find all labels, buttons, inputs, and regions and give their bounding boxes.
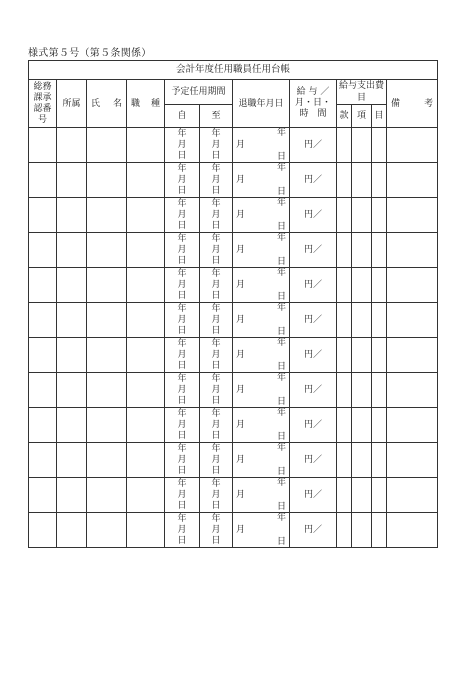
cell-retirement-date[interactable] xyxy=(233,128,290,163)
year-label: 年 xyxy=(177,373,187,384)
cell-to-date[interactable] xyxy=(200,443,233,478)
year-label: 年 xyxy=(211,128,221,139)
header-salary-source: 給与支出費目 xyxy=(337,80,387,105)
month-label: 月 xyxy=(236,175,246,185)
year-label: 年 xyxy=(177,408,187,419)
cell-job-title[interactable] xyxy=(127,513,165,548)
cell-approval-no[interactable] xyxy=(29,163,57,198)
table-row xyxy=(29,478,438,513)
cell-approval-no[interactable] xyxy=(29,443,57,478)
header-job-title: 職 種 xyxy=(127,80,165,128)
day-label: 日 xyxy=(211,360,221,371)
day-label: 日 xyxy=(177,500,187,511)
cell-retirement-date[interactable] xyxy=(233,233,290,268)
cell-affiliation[interactable] xyxy=(57,443,87,478)
cell-retirement-date[interactable] xyxy=(233,198,290,233)
cell-job-title[interactable] xyxy=(127,233,165,268)
cell-name[interactable] xyxy=(87,338,127,373)
cell-moku[interactable] xyxy=(372,338,387,373)
cell-retirement-date[interactable] xyxy=(233,163,290,198)
cell-approval-no[interactable] xyxy=(29,373,57,408)
cell-remarks[interactable] xyxy=(387,303,438,338)
cell-remarks[interactable] xyxy=(387,443,438,478)
cell-approval-no[interactable] xyxy=(29,128,57,163)
cell-affiliation[interactable] xyxy=(57,198,87,233)
cell-moku[interactable] xyxy=(372,478,387,513)
month-label: 月 xyxy=(211,139,221,150)
year-label: 年 xyxy=(211,198,221,209)
cell-affiliation[interactable] xyxy=(57,373,87,408)
month-label: 月 xyxy=(177,524,187,535)
month-label: 月 xyxy=(177,314,187,325)
cell-to-date[interactable] xyxy=(200,513,233,548)
header-kou: 項 xyxy=(352,105,372,128)
month-label: 月 xyxy=(236,315,246,325)
cell-name[interactable] xyxy=(87,373,127,408)
header-approval-no: 総務 課承 認番 号 xyxy=(29,80,57,128)
day-label: 日 xyxy=(211,290,221,301)
day-label: 日 xyxy=(177,150,187,161)
day-label: 日 xyxy=(211,150,221,161)
cell-kan[interactable] xyxy=(337,338,352,373)
cell-moku[interactable] xyxy=(372,303,387,338)
table-row xyxy=(29,373,438,408)
table-row xyxy=(29,163,438,198)
year-label: 年 xyxy=(177,338,187,349)
cell-salary[interactable] xyxy=(290,198,337,233)
day-label: 日 xyxy=(276,362,286,372)
cell-salary[interactable] xyxy=(290,443,337,478)
cell-kou[interactable] xyxy=(352,303,372,338)
day-label: 日 xyxy=(276,327,286,337)
cell-name[interactable] xyxy=(87,443,127,478)
cell-job-title[interactable] xyxy=(127,198,165,233)
day-label: 日 xyxy=(276,152,286,162)
month-label: 月 xyxy=(211,419,221,430)
table-row xyxy=(29,233,438,268)
table-row xyxy=(29,128,438,163)
yen-per-label: 円／ xyxy=(303,455,322,465)
yen-per-label: 円／ xyxy=(303,420,322,430)
month-label: 月 xyxy=(236,490,246,500)
month-label: 月 xyxy=(211,349,221,360)
month-label: 月 xyxy=(177,384,187,395)
cell-retirement-date[interactable] xyxy=(233,513,290,548)
month-label: 月 xyxy=(211,209,221,220)
month-label: 月 xyxy=(211,314,221,325)
day-label: 日 xyxy=(276,467,286,477)
cell-job-title[interactable] xyxy=(127,303,165,338)
cell-moku[interactable] xyxy=(372,513,387,548)
cell-kou[interactable] xyxy=(352,373,372,408)
year-label: 年 xyxy=(177,198,187,209)
day-label: 日 xyxy=(177,255,187,266)
cell-kou[interactable] xyxy=(352,163,372,198)
day-label: 日 xyxy=(276,222,286,232)
cell-from-date[interactable] xyxy=(165,338,200,373)
cell-salary[interactable] xyxy=(290,128,337,163)
cell-kan[interactable] xyxy=(337,163,352,198)
cell-approval-no[interactable] xyxy=(29,513,57,548)
day-label: 日 xyxy=(211,325,221,336)
cell-name[interactable] xyxy=(87,303,127,338)
day-label: 日 xyxy=(276,537,286,547)
cell-job-title[interactable] xyxy=(127,408,165,443)
year-label: 年 xyxy=(276,478,286,488)
yen-per-label: 円／ xyxy=(303,490,322,500)
cell-remarks[interactable] xyxy=(387,128,438,163)
header-to: 至 xyxy=(200,105,233,128)
month-label: 月 xyxy=(236,350,246,360)
cell-job-title[interactable] xyxy=(127,338,165,373)
cell-name[interactable] xyxy=(87,233,127,268)
year-label: 年 xyxy=(211,163,221,174)
cell-from-date[interactable] xyxy=(165,268,200,303)
cell-kou[interactable] xyxy=(352,268,372,303)
year-label: 年 xyxy=(211,443,221,454)
day-label: 日 xyxy=(177,535,187,546)
cell-affiliation[interactable] xyxy=(57,268,87,303)
cell-from-date[interactable] xyxy=(165,373,200,408)
cell-affiliation[interactable] xyxy=(57,513,87,548)
month-label: 月 xyxy=(211,279,221,290)
cell-name[interactable] xyxy=(87,408,127,443)
day-label: 日 xyxy=(211,185,221,196)
cell-approval-no[interactable] xyxy=(29,303,57,338)
month-label: 月 xyxy=(236,210,246,220)
cell-retirement-date[interactable] xyxy=(233,268,290,303)
day-label: 日 xyxy=(177,395,187,406)
day-label: 日 xyxy=(177,325,187,336)
day-label: 日 xyxy=(276,292,286,302)
cell-to-date[interactable] xyxy=(200,408,233,443)
yen-per-label: 円／ xyxy=(303,140,322,150)
day-label: 日 xyxy=(276,397,286,407)
month-label: 月 xyxy=(211,384,221,395)
day-label: 日 xyxy=(211,430,221,441)
yen-per-label: 円／ xyxy=(303,525,322,535)
cell-approval-no[interactable] xyxy=(29,408,57,443)
year-label: 年 xyxy=(211,268,221,279)
yen-per-label: 円／ xyxy=(303,350,322,360)
yen-per-label: 円／ xyxy=(303,245,322,255)
day-label: 日 xyxy=(177,220,187,231)
cell-remarks[interactable] xyxy=(387,408,438,443)
cell-job-title[interactable] xyxy=(127,128,165,163)
cell-name[interactable] xyxy=(87,198,127,233)
year-label: 年 xyxy=(211,408,221,419)
cell-name[interactable] xyxy=(87,268,127,303)
year-label: 年 xyxy=(276,338,286,348)
month-label: 月 xyxy=(211,524,221,535)
day-label: 日 xyxy=(276,187,286,197)
cell-kan[interactable] xyxy=(337,128,352,163)
cell-to-date[interactable] xyxy=(200,478,233,513)
day-label: 日 xyxy=(276,502,286,512)
yen-per-label: 円／ xyxy=(303,385,322,395)
cell-remarks[interactable] xyxy=(387,198,438,233)
cell-from-date[interactable] xyxy=(165,128,200,163)
day-label: 日 xyxy=(211,465,221,476)
cell-kou[interactable] xyxy=(352,513,372,548)
header-remarks: 備 考 xyxy=(387,80,438,128)
cell-affiliation[interactable] xyxy=(57,478,87,513)
cell-salary[interactable] xyxy=(290,478,337,513)
cell-job-title[interactable] xyxy=(127,478,165,513)
month-label: 月 xyxy=(177,209,187,220)
cell-moku[interactable] xyxy=(372,408,387,443)
cell-kou[interactable] xyxy=(352,478,372,513)
cell-remarks[interactable] xyxy=(387,268,438,303)
year-label: 年 xyxy=(276,198,286,208)
day-label: 日 xyxy=(211,395,221,406)
cell-moku[interactable] xyxy=(372,128,387,163)
table-row xyxy=(29,338,438,373)
cell-to-date[interactable] xyxy=(200,233,233,268)
cell-to-date[interactable] xyxy=(200,198,233,233)
cell-kan[interactable] xyxy=(337,373,352,408)
cell-moku[interactable] xyxy=(372,443,387,478)
month-label: 月 xyxy=(211,174,221,185)
cell-kou[interactable] xyxy=(352,128,372,163)
day-label: 日 xyxy=(211,255,221,266)
table-row xyxy=(29,268,438,303)
cell-kou[interactable] xyxy=(352,198,372,233)
cell-remarks[interactable] xyxy=(387,478,438,513)
year-label: 年 xyxy=(211,513,221,524)
cell-moku[interactable] xyxy=(372,233,387,268)
yen-per-label: 円／ xyxy=(303,315,322,325)
cell-kan[interactable] xyxy=(337,233,352,268)
cell-affiliation[interactable] xyxy=(57,233,87,268)
month-label: 月 xyxy=(177,454,187,465)
cell-remarks[interactable] xyxy=(387,163,438,198)
month-label: 月 xyxy=(236,455,246,465)
year-label: 年 xyxy=(177,233,187,244)
month-label: 月 xyxy=(177,349,187,360)
header-kan: 款 xyxy=(337,105,352,128)
header-from: 自 xyxy=(165,105,200,128)
cell-kan[interactable] xyxy=(337,303,352,338)
cell-kan[interactable] xyxy=(337,408,352,443)
year-label: 年 xyxy=(177,128,187,139)
cell-salary[interactable] xyxy=(290,233,337,268)
table-row xyxy=(29,443,438,478)
table-row xyxy=(29,513,438,548)
year-label: 年 xyxy=(211,303,221,314)
day-label: 日 xyxy=(177,360,187,371)
cell-retirement-date[interactable] xyxy=(233,443,290,478)
table-row xyxy=(29,303,438,338)
year-label: 年 xyxy=(276,303,286,313)
year-label: 年 xyxy=(276,163,286,173)
cell-name[interactable] xyxy=(87,478,127,513)
cell-kan[interactable] xyxy=(337,513,352,548)
cell-retirement-date[interactable] xyxy=(233,478,290,513)
month-label: 月 xyxy=(236,420,246,430)
month-label: 月 xyxy=(177,244,187,255)
cell-kou[interactable] xyxy=(352,408,372,443)
year-label: 年 xyxy=(211,373,221,384)
cell-job-title[interactable] xyxy=(127,443,165,478)
day-label: 日 xyxy=(211,535,221,546)
year-label: 年 xyxy=(276,268,286,278)
year-label: 年 xyxy=(177,478,187,489)
year-label: 年 xyxy=(276,128,286,138)
cell-salary[interactable] xyxy=(290,268,337,303)
year-label: 年 xyxy=(177,443,187,454)
month-label: 月 xyxy=(236,385,246,395)
cell-approval-no[interactable] xyxy=(29,198,57,233)
cell-name[interactable] xyxy=(87,163,127,198)
year-label: 年 xyxy=(276,443,286,453)
cell-retirement-date[interactable] xyxy=(233,373,290,408)
month-label: 月 xyxy=(177,139,187,150)
year-label: 年 xyxy=(211,233,221,244)
cell-moku[interactable] xyxy=(372,373,387,408)
cell-moku[interactable] xyxy=(372,198,387,233)
table-row xyxy=(29,408,438,443)
header-moku: 目 xyxy=(372,105,387,128)
cell-to-date[interactable] xyxy=(200,338,233,373)
cell-approval-no[interactable] xyxy=(29,268,57,303)
header-planned-period: 予定任用期間 xyxy=(165,80,233,105)
month-label: 月 xyxy=(236,245,246,255)
cell-kou[interactable] xyxy=(352,443,372,478)
year-label: 年 xyxy=(276,233,286,243)
month-label: 月 xyxy=(211,244,221,255)
cell-approval-no[interactable] xyxy=(29,478,57,513)
cell-remarks[interactable] xyxy=(387,233,438,268)
cell-to-date[interactable] xyxy=(200,128,233,163)
cell-from-date[interactable] xyxy=(165,478,200,513)
cell-kou[interactable] xyxy=(352,338,372,373)
year-label: 年 xyxy=(276,373,286,383)
cell-retirement-date[interactable] xyxy=(233,303,290,338)
cell-affiliation[interactable] xyxy=(57,408,87,443)
cell-name[interactable] xyxy=(87,513,127,548)
cell-to-date[interactable] xyxy=(200,268,233,303)
cell-kan[interactable] xyxy=(337,198,352,233)
year-label: 年 xyxy=(177,163,187,174)
month-label: 月 xyxy=(177,419,187,430)
cell-to-date[interactable] xyxy=(200,373,233,408)
yen-per-label: 円／ xyxy=(303,210,322,220)
header-salary: 給 与 ／ 月・日・ 時 間 xyxy=(290,80,337,128)
cell-salary[interactable] xyxy=(290,513,337,548)
year-label: 年 xyxy=(276,513,286,523)
cell-job-title[interactable] xyxy=(127,268,165,303)
cell-remarks[interactable] xyxy=(387,513,438,548)
cell-kan[interactable] xyxy=(337,443,352,478)
day-label: 日 xyxy=(276,432,286,442)
cell-to-date[interactable] xyxy=(200,303,233,338)
cell-affiliation[interactable] xyxy=(57,303,87,338)
cell-kou[interactable] xyxy=(352,233,372,268)
cell-job-title[interactable] xyxy=(127,373,165,408)
cell-remarks[interactable] xyxy=(387,373,438,408)
cell-name[interactable] xyxy=(87,128,127,163)
header-affiliation: 所属 xyxy=(57,80,87,128)
cell-from-date[interactable] xyxy=(165,303,200,338)
cell-job-title[interactable] xyxy=(127,163,165,198)
day-label: 日 xyxy=(177,185,187,196)
cell-approval-no[interactable] xyxy=(29,338,57,373)
cell-affiliation[interactable] xyxy=(57,128,87,163)
yen-per-label: 円／ xyxy=(303,280,322,290)
month-label: 月 xyxy=(177,489,187,500)
cell-kan[interactable] xyxy=(337,478,352,513)
cell-to-date[interactable] xyxy=(200,163,233,198)
cell-affiliation[interactable] xyxy=(57,163,87,198)
day-label: 日 xyxy=(211,500,221,511)
month-label: 月 xyxy=(177,279,187,290)
cell-salary[interactable] xyxy=(290,163,337,198)
cell-retirement-date[interactable] xyxy=(233,408,290,443)
cell-remarks[interactable] xyxy=(387,338,438,373)
year-label: 年 xyxy=(276,408,286,418)
day-label: 日 xyxy=(177,465,187,476)
cell-salary[interactable] xyxy=(290,338,337,373)
month-label: 月 xyxy=(236,280,246,290)
month-label: 月 xyxy=(177,174,187,185)
day-label: 日 xyxy=(211,220,221,231)
cell-kan[interactable] xyxy=(337,268,352,303)
cell-from-date[interactable] xyxy=(165,233,200,268)
cell-moku[interactable] xyxy=(372,163,387,198)
appointment-ledger-table xyxy=(28,60,438,548)
cell-affiliation[interactable] xyxy=(57,338,87,373)
cell-from-date[interactable] xyxy=(165,163,200,198)
day-label: 日 xyxy=(276,257,286,267)
cell-retirement-date[interactable] xyxy=(233,338,290,373)
cell-from-date[interactable] xyxy=(165,443,200,478)
month-label: 月 xyxy=(236,525,246,535)
day-label: 日 xyxy=(177,290,187,301)
cell-moku[interactable] xyxy=(372,268,387,303)
cell-from-date[interactable] xyxy=(165,408,200,443)
month-label: 月 xyxy=(211,454,221,465)
cell-from-date[interactable] xyxy=(165,198,200,233)
day-label: 日 xyxy=(177,430,187,441)
year-label: 年 xyxy=(211,478,221,489)
header-name: 氏 名 xyxy=(87,80,127,128)
cell-salary[interactable] xyxy=(290,373,337,408)
year-label: 年 xyxy=(177,513,187,524)
table-row xyxy=(29,198,438,233)
yen-per-label: 円／ xyxy=(303,175,322,185)
cell-from-date[interactable] xyxy=(165,513,200,548)
month-label: 月 xyxy=(211,489,221,500)
cell-salary[interactable] xyxy=(290,303,337,338)
cell-approval-no[interactable] xyxy=(29,233,57,268)
year-label: 年 xyxy=(177,268,187,279)
table-title: 会計年度任用職員任用台帳 xyxy=(29,61,438,80)
form-number-label: 様式第５号（第５条関係） xyxy=(28,48,152,59)
cell-salary[interactable] xyxy=(290,408,337,443)
month-label: 月 xyxy=(236,140,246,150)
year-label: 年 xyxy=(211,338,221,349)
header-retirement-date: 退職年月日 xyxy=(233,80,290,128)
year-label: 年 xyxy=(177,303,187,314)
